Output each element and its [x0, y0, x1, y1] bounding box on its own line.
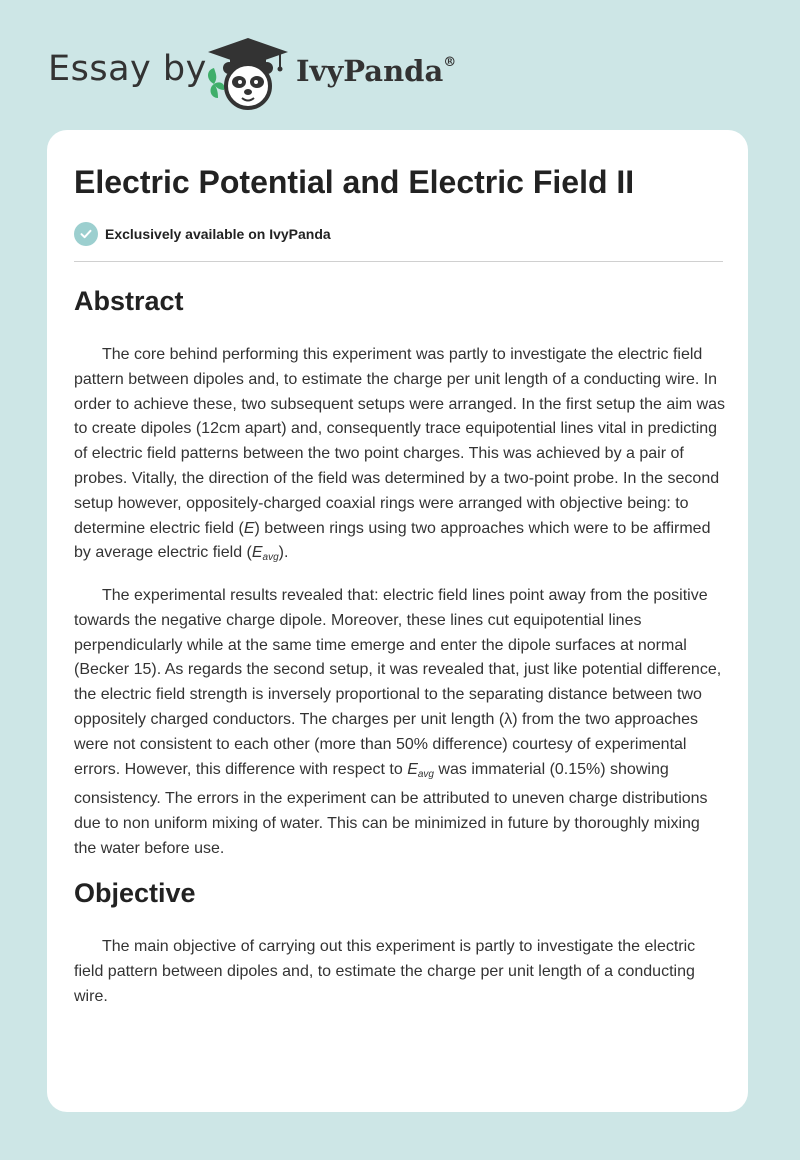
brand-name[interactable]: [296, 54, 456, 88]
article-card: [47, 130, 748, 1112]
abstract-paragraph-1: The core behind performing this experiment was partly to investigate the electric field pattern between dipoles and, to estimate the charge per unit length of a conducting wire. In order to achieve these, two subsequent setups were arranged. In the first setup the aim was to create dipoles (12cm apart) and, consequently trace equipotential lines vital in predicting of electric field patterns between the two point charges. This was achieved by a pair of probes. Vitally, the direction of the field was determined by a two-point probe. In the second setup however, oppositely-charged coaxial rings were arranged with objective being: to determine electric field (E) between rings using two approaches which were to be affirmed by average electric field $(E_{avg})$.: [74, 346, 726, 564]
exclusive-badge-label: Exclusively available on IvyPanda: [105, 226, 331, 242]
site-header: [0, 0, 800, 130]
section-heading-objective: Objective: [74, 878, 196, 908]
check-circle-icon: [74, 222, 98, 246]
objective-paragraph-1: The main objective of carrying out this experiment is partly to investigate the electric field pattern between dipoles and, to estimate the charge per unit length of a conducting wire.: [74, 938, 696, 1005]
page-title: Electric Potential and Electric Field II: [74, 164, 635, 200]
brand-text: IvyPanda: [296, 54, 444, 88]
ivypanda-logo-icon[interactable]: [200, 36, 296, 112]
section-heading-abstract: Abstract: [74, 286, 184, 316]
title-divider: [74, 261, 723, 262]
abstract-paragraph-2: The experimental results revealed that: electric field lines point away from the positive towards the negative charge dipole. Moreover, these lines cut equipotential lines perpendicularly while at the same time emerge and enter the dipole surfaces at normal (Becker 15). As regards the second setup, it was revealed that, just like potential difference, the electric field strength is inversely proportional to the separating distance between two oppositely charged conductors. The charges per unit length (λ) from the two approaches were not consistent to each other (more than 50% difference) courtesy of experimental errors. However, this difference with respect to $E_{avg}$ was immaterial (0.15%) showing consistency. The errors in the experiment can be attributed to uneven charge distributions due to non uniform mixing of water. This can be minimized in future by thoroughly mixing the water before use.: [74, 587, 722, 857]
essay-by-label: Essay by: [48, 49, 207, 89]
registered-mark: ®: [443, 55, 457, 71]
exclusive-badge: [74, 222, 331, 246]
